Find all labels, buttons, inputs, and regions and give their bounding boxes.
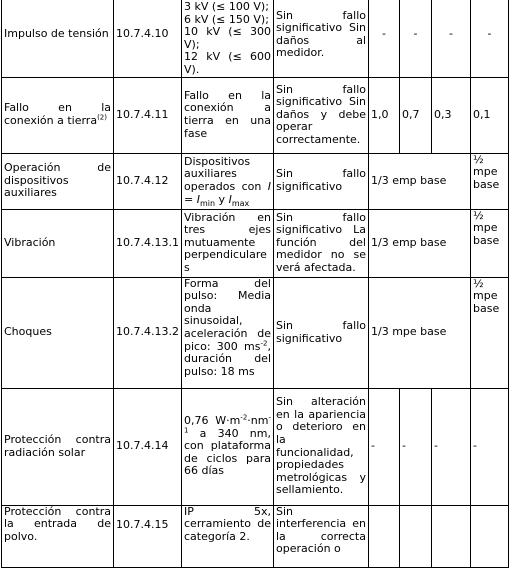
value-cell: 0,3 <box>432 77 471 153</box>
current-symbol: I <box>267 180 271 194</box>
condition-text: ·nm <box>247 414 269 428</box>
test-conditions <box>182 388 274 505</box>
test-conditions <box>182 0 274 77</box>
condition-text: y <box>215 192 229 206</box>
test-name: Protección contra la entrada de polvo. <box>2 505 114 567</box>
value-cell: - <box>369 388 400 505</box>
acceptance-criteria: Sin fallo significativo La función del medidor no se verá afectada. <box>274 209 369 277</box>
subscript: min <box>199 198 216 208</box>
condition-line: 3 kV (≤ 100 V); <box>184 0 269 13</box>
table-row <box>2 0 509 77</box>
table-row <box>2 77 509 153</box>
clause-number: 10.7.4.13.2 <box>114 277 182 388</box>
superscript: -1 <box>184 413 271 435</box>
value-cell: - <box>369 0 400 77</box>
test-name <box>2 77 114 153</box>
test-conditions <box>182 277 274 388</box>
test-name-text: Fallo en la conexión a tierra <box>4 101 111 128</box>
value-cell <box>471 505 509 567</box>
value-cell: 1,0 <box>369 77 400 153</box>
condition-text: a 340 nm, con plataforma de ciclos para 66 días <box>184 426 271 478</box>
table-row <box>2 505 509 567</box>
current-symbol: I <box>196 192 200 206</box>
test-requirements-table <box>1 0 509 568</box>
value-cell: - <box>400 388 432 505</box>
value-cell <box>432 505 471 567</box>
clause-number: 10.7.4.13.1 <box>114 209 182 277</box>
value-cell: - <box>400 0 432 77</box>
value-cell: 0,1 <box>471 77 509 153</box>
table-row <box>2 277 509 388</box>
table-row <box>2 153 509 209</box>
condition-line: 10 kV (≤ 300 V); <box>184 25 271 51</box>
value-cell: - <box>471 0 509 77</box>
value-cell <box>369 505 400 567</box>
value-cell: - <box>432 0 471 77</box>
clause-number: 10.7.4.11 <box>114 77 182 153</box>
span-value-cell: 1/3 mpe base <box>369 277 471 388</box>
value-cell: ½ mpe base <box>471 209 509 277</box>
span-value-cell: 1/3 emp base <box>369 153 471 209</box>
acceptance-criteria: Sin interferencia en la correcta operación o <box>274 505 369 567</box>
condition-text: = <box>184 192 197 206</box>
condition-text: Dispositivos auxiliares operados con <box>184 154 268 194</box>
condition-line: 6 kV (≤ 150 V); <box>184 12 269 26</box>
acceptance-criteria: Sin alteración en la apariencia o deterioro en la funcionalidad, propiedades metrológicas y sellamiento. <box>274 388 369 505</box>
clause-number: 10.7.4.15 <box>114 505 182 567</box>
span-value-cell: 1/3 emp base <box>369 209 471 277</box>
superscript: -2 <box>240 413 248 422</box>
superscript: -2 <box>260 338 268 347</box>
condition-text: , duración del pulso: 18 ms <box>184 339 271 378</box>
test-name: Vibración <box>2 209 114 277</box>
test-conditions <box>182 153 274 209</box>
table-row <box>2 388 509 505</box>
table-row <box>2 209 509 277</box>
acceptance-criteria: Sin fallo significativo Sin daños al medidor. <box>274 0 369 77</box>
test-conditions: Vibración en tres ejes mutuamente perpendiculares <box>182 209 274 277</box>
clause-number: 10.7.4.10 <box>114 0 182 77</box>
current-symbol: I <box>228 192 232 206</box>
subscript: max <box>231 198 250 208</box>
condition-line: 12 kV (≤ 600 V). <box>184 50 271 76</box>
test-name: Impulso de tensión <box>2 0 114 77</box>
test-name: Protección contra radiación solar <box>2 388 114 505</box>
value-cell: - <box>471 388 509 505</box>
test-conditions: IP 5x, cerramiento de categoría 2. <box>182 505 274 567</box>
acceptance-criteria: Sin fallo significativo <box>274 277 369 388</box>
acceptance-criteria: Sin fallo significativo <box>274 153 369 209</box>
acceptance-criteria: Sin fallo significativo Sin daños y debe operar correctamente. <box>274 77 369 153</box>
condition-text: Forma del pulso: Media onda sinusoidal, aceleración de pico: 300 ms <box>184 277 271 353</box>
test-conditions: Fallo en la conexión a tierra en una fase <box>182 77 274 153</box>
clause-number: 10.7.4.14 <box>114 388 182 505</box>
value-cell: - <box>432 388 471 505</box>
footnote-marker: (2) <box>97 113 107 122</box>
clause-number: 10.7.4.12 <box>114 153 182 209</box>
value-cell <box>400 505 432 567</box>
value-cell: ½ mpe base <box>471 153 509 209</box>
test-name: Operación de dispositivos auxiliares <box>2 153 114 209</box>
value-cell: ½ mpe base <box>471 277 509 388</box>
test-name: Choques <box>2 277 114 388</box>
value-cell: 0,7 <box>400 77 432 153</box>
condition-text: 0,76 W·m <box>184 414 241 428</box>
